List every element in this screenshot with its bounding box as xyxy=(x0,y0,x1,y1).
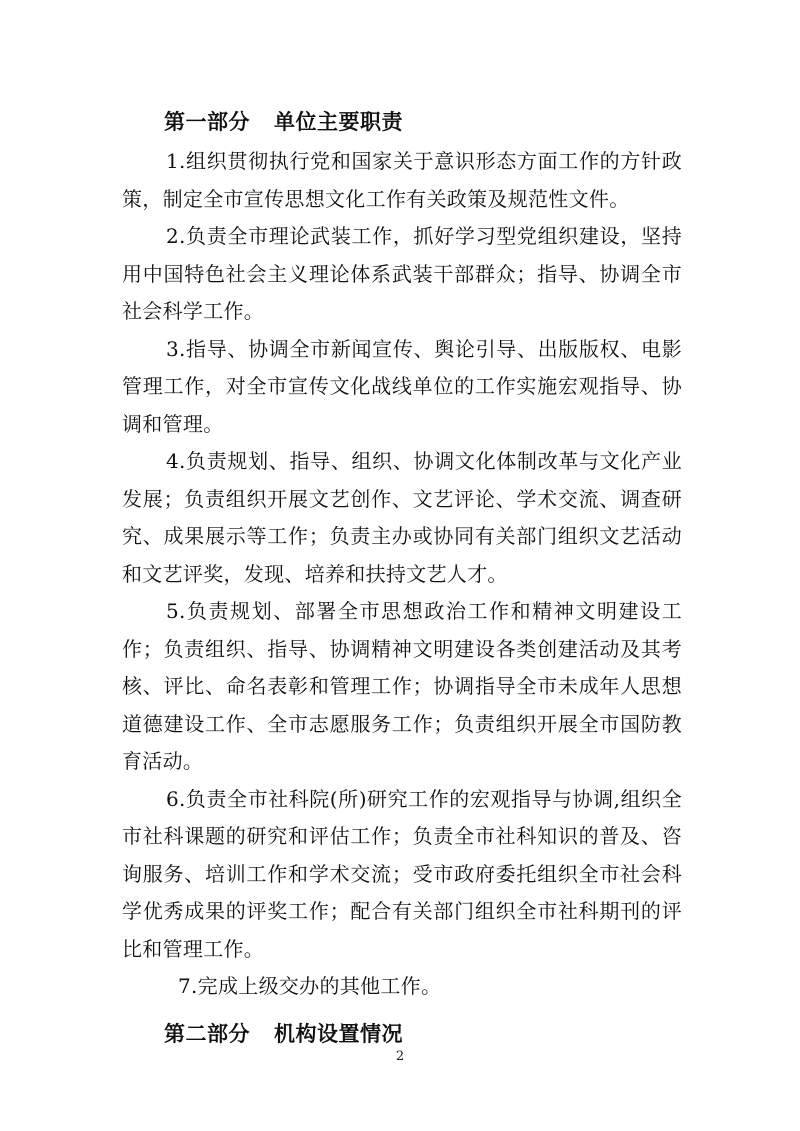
duty-paragraph-1: 1.组织贯彻执行党和国家关于意识形态方面工作的方针政策，制定全市宣传思想文化工作有关政策及规范性文件。 xyxy=(122,149,682,211)
duty-paragraph-5: 5.负责规划、部署全市思想政治工作和精神文明建设工作；负责组织、指导、协调精神文明建设各类创建活动及其考核、评比、命名表彰和管理工作；协调指导全市未成年人思想道德建设工作、全市志愿服务工作；负责组织开展全市国防教育活动。 xyxy=(122,599,682,773)
page-number: 2 xyxy=(395,1049,405,1064)
section-1-part: 第一部分 xyxy=(164,110,250,134)
section-2-title: 机构设置情况 xyxy=(274,1021,403,1046)
section-heading-1 xyxy=(122,102,682,142)
page-content xyxy=(122,102,682,1054)
duty-paragraph-4: 4.负责规划、指导、组织、协调文化体制改革与文化产业发展；负责组织开展文艺创作、文艺评论、学术交流、调查研究、成果展示等工作；负责主办或协同有关部门组织文艺活动和文艺评奖，发现、培养和扶持文艺人才。 xyxy=(122,449,682,586)
duty-paragraph-2: 2.负责全市理论武装工作，抓好学习型党组织建设，坚持用中国特色社会主义理论体系武装干部群众；指导、协调全市社会科学工作。 xyxy=(122,224,682,323)
section-1-title: 单位主要职责 xyxy=(274,110,403,134)
duty-paragraph-7: 7.完成上级交办的其他工作。 xyxy=(178,974,442,998)
duty-paragraph-6: 6.负责全市社科院(所)研究工作的宏观指导与协调,组织全市社科课题的研究和评估工作；负责全市社科知识的普及、咨询服务、培训工作和学术交流；受市政府委托组织全市社会科学优秀成果的评奖工作；配合有关部门组织全市社科期刊的评比和管理工作。 xyxy=(122,786,682,961)
section-heading-2 xyxy=(122,1014,682,1054)
duty-paragraph-3: 3.指导、协调全市新闻宣传、舆论引导、出版版权、电影管理工作，对全市宣传文化战线单位的工作实施宏观指导、协调和管理。 xyxy=(122,336,682,436)
section-2-part: 第二部分 xyxy=(164,1021,250,1046)
